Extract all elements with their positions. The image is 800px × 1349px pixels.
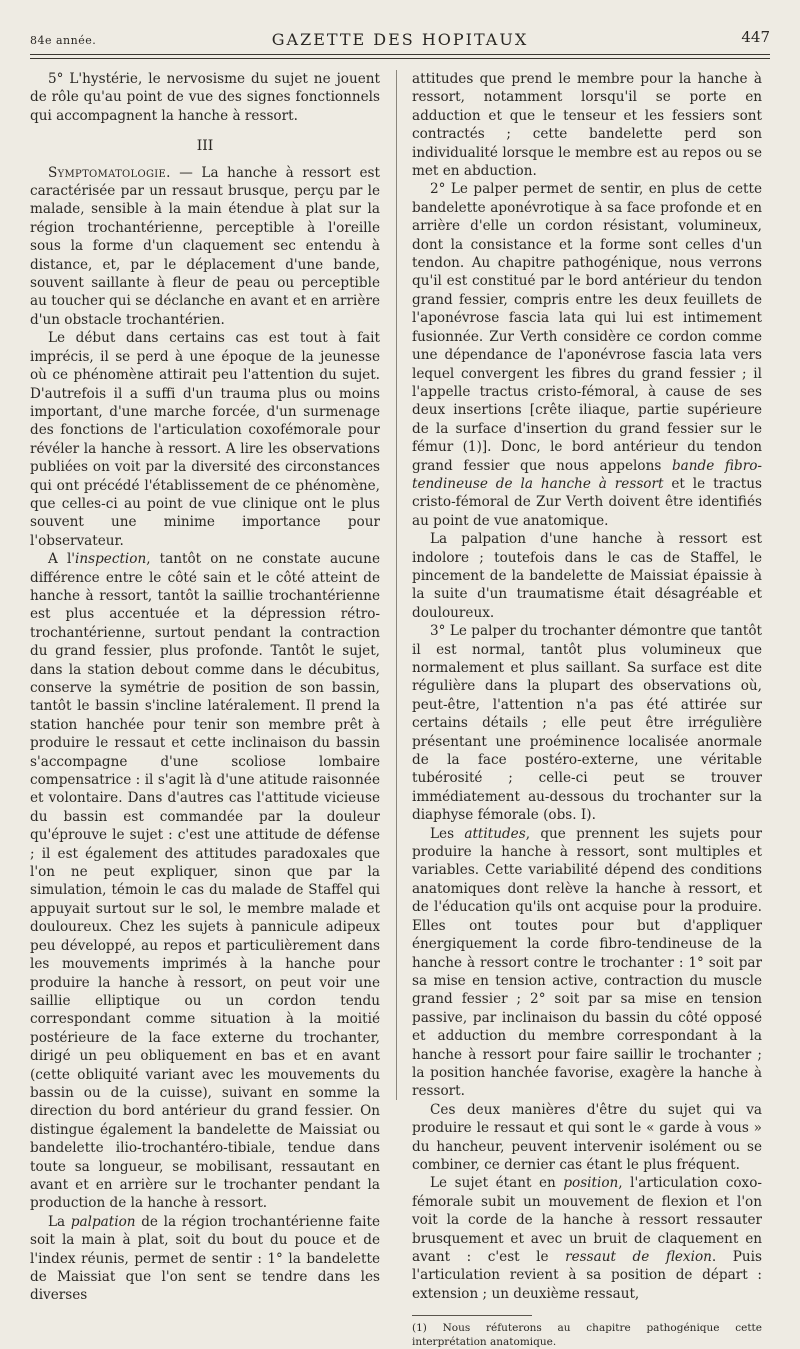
position-paragraph: [412, 1174, 762, 1303]
attitudes-paragraph: [412, 825, 762, 1101]
header-rule-thick: [30, 54, 770, 55]
column-divider: [396, 70, 397, 1100]
issue-label: 84e année.: [30, 34, 97, 47]
cord-text: 2° Le palper permet de sentir, en plus de cette bandelette aponévrotique à sa face profonde et en arrière d'elle un cordon résistant, volumineux, dont la consistance et la forme sont celles d'un tendon. Au chapitre pathogénique, nous verrons qu'il est constitué par le bord antérieur du tendon grand fessier, compris entre les deux feuillets de l'aponévrose fascia lata qui lui est intimement fusionnée. Zur Verth considère ce cordon comme une dépendance de l'aponévrose fascia lata vers lequel convergent les fibres du grand fessier ; il l'appelle tractus cristo-fémoral, à cause de ses deux insertions [crête iliaque, partie supérieure de la surface d'insertion du grand fessier sur le fémur (1)]. Donc, le bord antérieur du tendon grand fessier que nous appelons: [412, 181, 762, 474]
attitudes-lead: Les: [430, 825, 465, 842]
inspection-lead: A l': [48, 551, 76, 568]
inspection-paragraph: [30, 550, 380, 1213]
painless-paragraph: La palpation d'une hanche à ressort est indolore ; toutefois dans le cas de Staffel, le pincement de la bandelette de Maissiat épaissie à la suite d'un traumatisme était désagréable et douloureux.: [412, 531, 762, 621]
manners-paragraph: Ces deux manières d'être du sujet qui va produire le ressaut et qui sont le « garde à vous » du hancheur, peuvent intervenir isolément ou se combiner, ce dernier cas étant le plus fréquent.: [412, 1101, 762, 1173]
right-column: [412, 70, 762, 1349]
symptomatology-text: — La hanche à ressort est caractérisée par un ressaut brusque, perçu par le malade, sensible à la main étendue à plat sur la région trochantérienne, perceptible à l'oreille sous la forme d'un claquement sec entendu à distance, et, par le déplacement d'une bande, souvent saillante à fleur de peau ou perceptible au toucher qui se déclanche en avant et en arrière d'un obstacle trochantérien.: [30, 164, 380, 328]
cord-text-end: et le tractus cristo-fémoral de Zur Verth doivent être identifiés au point de vue anatomique.: [412, 475, 762, 529]
onset-paragraph: Le début dans certains cas est tout à fait imprécis, il se perd à une époque de la jeunesse où ce phénomène attirait peu l'attention du sujet. D'autrefois il a suffi d'un trauma plus ou moins important, d'une marche forcée, d'un surmenage des fonctions de l'articulation coxofémorale pour révéler la hanche à ressort. A lire les observations publiées on voit par la diversité des circonstances qui ont précédé l'établissement de ce phénomène, que celles-ci au point de vue clinique ont le plus souvent une minime importance pour l'observateur.: [30, 330, 380, 549]
trochanter-paragraph: 3° Le palper du trochanter démontre que tantôt il est normal, tantôt plus volumineux que normalement et plus saillant. Sa surface est dite régulière dans la plupart des observations où, peut-être, l'attention n'a pas été attirée sur certains détails ; elle peut être irrégulière présentant une proéminence localisée anormale de la face postéro-externe, une véritable tubérosité ; celle-ci peut se trouver immédiatement au-dessous du trochanter sur la diaphyse fémorale (obs. I).: [412, 623, 762, 824]
section-label: Symptomatologie.: [48, 164, 171, 181]
symptomatology-paragraph: [30, 164, 380, 330]
palpation-paragraph: [30, 1213, 380, 1305]
journal-title: GAZETTE DES HOPITAUX: [271, 30, 529, 49]
position-text-end: . Puis l'articulation revient à sa position de départ : extension ; un deuxième ressaut,: [412, 1249, 762, 1302]
palpation-term: palpation: [70, 1213, 136, 1230]
palpation-cord-paragraph: [412, 180, 762, 530]
header-rule-thin: [30, 58, 770, 59]
footnote-rule: [412, 1315, 532, 1316]
attitudes-term: attitudes: [464, 825, 526, 842]
attitudes-text: , que prennent les sujets pour produire la hanche à ressort, sont multiples et variables. Cette variabilité dépend des conditions anatomiques dont relève la hanche à ressort, et de l'éducation qu'ils ont acquise pour la produire. Elles ont toutes pour but d'appliquer énergiquement la corde fibro-tendineuse de la hanche à ressort contre le trochanter : 1° soit par sa mise en tension active, contraction du muscle grand fessier ; 2° soit par sa mise en tension passive, par inclinaison du bassin du côté opposé et adduction du membre correspondant à la hanche à ressort pour faire saillir le trochanter ; la position hanchée favorise, exagère la hanche à ressort.: [412, 825, 762, 1100]
inspection-text: , tantôt on ne constate aucune différence entre le côté sain et le côté atteint de hanche à ressort, tantôt la saillie trochantérienne est plus accentuée et la dépression rétro-trochantérienne, surtout pendant la contraction du grand fessier, plus profonde. Tantôt le sujet, dans la station debout comme dans le décubitus, conserve la symétrie de position de son bassin, tantôt le bassin s'incline latéralement. Il prend la station hanchée pour tenir son membre prêt à produire le ressaut et cette inclinaison du bassin s'accompagne d'une scoliose lombaire compensatrice : il s'agit là d'une atitude raisonnée et volontaire. Dans d'autres cas l'attitude vicieuse du bassin est commandée par la douleur qu'éprouve le sujet : c'est une attitude de défense ; il est également des attitudes paradoxales que l'on ne peut expliquer, sinon que par la simulation, témoin le cas du malade de Staffel qui appuyait surtout sur le sol, le membre malade et douloureux. Chez les sujets à pannicule adipeux peu développé, au repos et particulièrement dans les mouvements imprimés à la hanche pour produire la hanche à ressort, on peut voir une saillie elliptique ou un cordon tendu correspondant comme situation à la moitié postérieure de la face externe du trochanter, dirigé un peu obliquement en bas et en avant (cette obliquité variant avec les mouvements du bassin ou de la cuisse), suivant en somme la direction du bord antérieur du grand fessier. On distingue également la bandelette de Maissiat ou bandelette ilio-trochantéro-tibiale, tendue dans toute sa longueur, se mobilisant, ressautant en avant et en arrière sur le trochanter pendant la production de la hanche à ressort.: [30, 551, 380, 1212]
palpation-lead: La: [48, 1213, 71, 1230]
position-lead: Le sujet étant en: [430, 1175, 564, 1192]
running-header: [30, 28, 770, 52]
palpation-text: de la région trochantérienne faite soit la main à plat, soit du bout du pouce et de l'index réunis, permet de sentir : 1° la bandelette de Maissiat que l'on sent se tendre dans les diverses: [30, 1213, 381, 1304]
position-term: position: [563, 1175, 619, 1192]
footnote: (1) Nous réfuterons au chapitre pathogénique cette interprétation anatomique.: [412, 1322, 762, 1349]
intro-paragraph: 5° L'hystérie, le nervosisme du sujet ne jouent de rôle qu'au point de vue des signes fonctionnels qui accompagnent la hanche à ressort.: [30, 71, 380, 124]
cord-term: bande fibro-tendineuse de la hanche à ressort: [412, 457, 762, 492]
left-column: [30, 70, 380, 1305]
position-text: , l'articulation coxo-fémorale subit un mouvement de flexion et l'on voit la corde de la hanche à ressort ressauter brusquement et avec un bruit de claquement en avant : c'est le: [412, 1175, 762, 1265]
continued-paragraph: attitudes que prend le membre pour la hanche à ressort, notamment lorsqu'il se porte en adduction et que le tenseur et les fessiers sont contractés ; cette bandelette perd son individualité lorsque le membre est au repos ou se met en abduction.: [412, 71, 762, 180]
section-number: III: [196, 138, 214, 155]
inspection-term: inspection: [75, 551, 147, 568]
flexion-term: ressaut de flexion: [565, 1249, 712, 1265]
page-number: 447: [741, 28, 770, 46]
